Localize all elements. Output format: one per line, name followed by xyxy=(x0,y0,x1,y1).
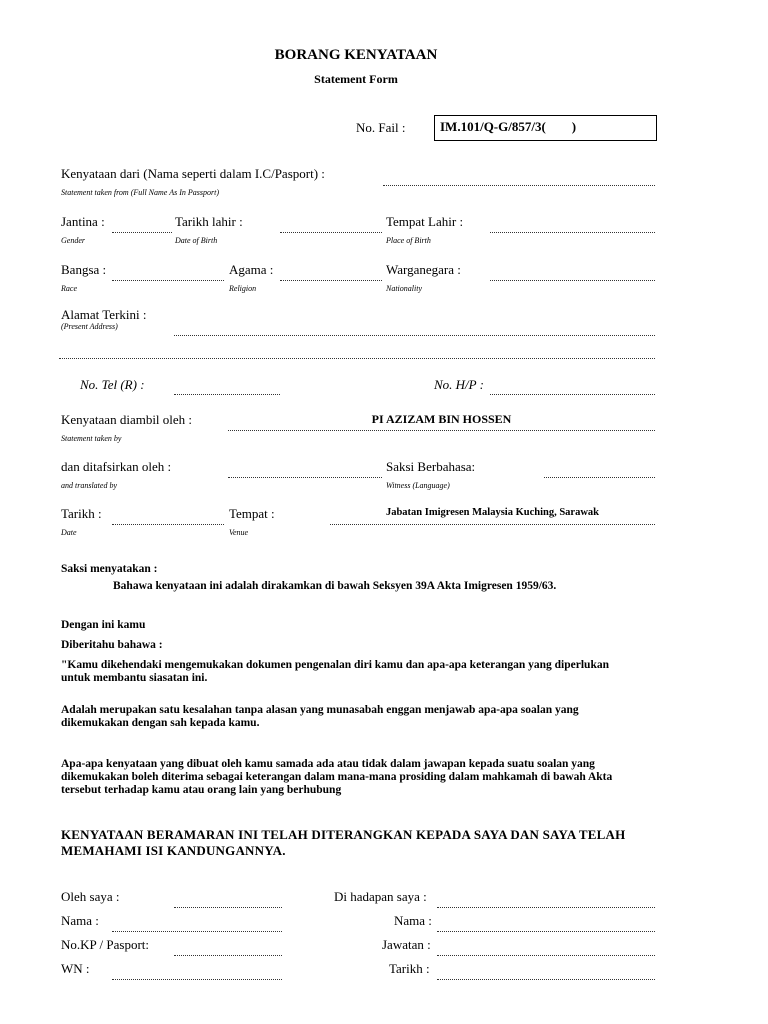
witness-lang-label: Saksi Berbahasa: xyxy=(386,459,476,474)
caution-paragraph-2: Adalah merupakan satu kesalahan tanpa alasan yang munasabah enggan menjawab apa-apa soalan yang dikemukakan dengan sah kepada kamu. xyxy=(61,704,579,729)
informed-text: Diberitahu bahawa : xyxy=(61,639,163,651)
officer-name-label: Nama : xyxy=(394,913,432,928)
officer-position-label: Jawatan : xyxy=(382,937,431,952)
signer-name-label: Nama : xyxy=(61,913,99,928)
taken-by-sub: Statement taken by xyxy=(61,434,122,443)
address-label: Alamat Terkini : xyxy=(61,307,147,322)
hp-field[interactable] xyxy=(490,394,655,395)
taken-by-value: PI AZIZAM BIN HOSSEN xyxy=(371,412,512,426)
address-sub: (Present Address) xyxy=(61,322,118,331)
dob-label: Tarikh lahir : xyxy=(175,214,243,229)
caution-paragraph-3: Apa-apa kenyataan yang dibuat oleh kamu samada ada atau tidak dalam jawapan kepada suatu soalan yang dikemukakan boleh diterima sebagai keterangan dalam mana-mana prosiding dalam mahkamah di bawah Akta tersebut terhadap kamu atau orang lain yang berhubung xyxy=(61,758,613,796)
translated-by-sub: and translated by xyxy=(61,481,117,490)
statement-from-field[interactable] xyxy=(383,185,655,186)
religion-field[interactable] xyxy=(280,280,382,281)
venue-field[interactable] xyxy=(330,524,655,525)
address-field-line-1[interactable] xyxy=(174,335,655,336)
gender-field[interactable] xyxy=(112,232,172,233)
date-label: Tarikh : xyxy=(61,506,102,521)
by-me-field[interactable] xyxy=(174,907,282,908)
gender-label: Jantina : xyxy=(61,214,105,229)
signer-ic-field[interactable] xyxy=(174,955,282,956)
file-number-value: IM.101/Q-G/857/3( ) xyxy=(440,119,577,134)
venue-label: Tempat : xyxy=(229,506,275,521)
address-field-line-2[interactable] xyxy=(59,358,655,359)
signer-wn-field[interactable] xyxy=(112,979,282,980)
pob-field[interactable] xyxy=(490,232,655,233)
religion-label: Agama : xyxy=(229,262,274,277)
nationality-field[interactable] xyxy=(490,280,655,281)
statement-from-sub: Statement taken from (Full Name As In Passport) xyxy=(61,188,219,197)
race-label: Bangsa : xyxy=(61,262,107,277)
form-title: BORANG KENYATAAN xyxy=(274,47,438,63)
date-field[interactable] xyxy=(112,524,224,525)
witness-lang-field[interactable] xyxy=(544,477,655,478)
venue-sub: Venue xyxy=(229,528,249,537)
before-me-field[interactable] xyxy=(437,907,655,908)
before-me-label: Di hadapan saya : xyxy=(334,889,427,904)
race-field[interactable] xyxy=(112,280,224,281)
signer-ic-label: No.KP / Pasport: xyxy=(61,937,149,952)
dob-field[interactable] xyxy=(280,232,382,233)
tel-label: No. Tel (R) : xyxy=(80,377,145,392)
translated-by-field[interactable] xyxy=(228,477,382,478)
signer-wn-label: WN : xyxy=(61,961,90,976)
pob-label: Tempat Lahir : xyxy=(386,214,464,229)
officer-position-field[interactable] xyxy=(437,955,655,956)
hp-label: No. H/P : xyxy=(434,377,484,392)
taken-by-field[interactable] xyxy=(228,430,655,431)
date-sub: Date xyxy=(61,528,77,537)
tel-field[interactable] xyxy=(174,394,280,395)
file-number-label: No. Fail : xyxy=(356,120,406,135)
gender-sub: Gender xyxy=(61,236,85,245)
witness-lang-sub: Witness (Language) xyxy=(386,481,450,490)
officer-date-label: Tarikh : xyxy=(389,961,430,976)
caution-paragraph-1: "Kamu dikehendaki mengemukakan dokumen pengenalan diri kamu dan apa-apa keterangan yang diperlukan untuk membantu siasatan ini. xyxy=(61,659,609,684)
officer-date-field[interactable] xyxy=(437,979,655,980)
pob-sub: Place of Birth xyxy=(386,236,431,245)
religion-sub: Religion xyxy=(229,284,257,293)
officer-name-field[interactable] xyxy=(437,931,655,932)
witness-states: Saksi menyatakan : xyxy=(61,563,158,575)
race-sub: Race xyxy=(61,284,77,293)
declaration-text: KENYATAAN BERAMARAN INI TELAH DITERANGKAN KEPADA SAYA DAN SAYA TELAH MEMAHAMI ISI KANDUNGANNYA. xyxy=(61,827,626,858)
hereby-text: Dengan ini kamu xyxy=(61,619,146,631)
venue-value: Jabatan Imigresen Malaysia Kuching, Sarawak xyxy=(385,507,600,518)
nationality-label: Warganegara : xyxy=(386,262,461,277)
form-subtitle: Statement Form xyxy=(314,72,398,86)
dob-sub: Date of Birth xyxy=(175,236,218,245)
recorded-under: Bahawa kenyataan ini adalah dirakamkan di bawah Seksyen 39A Akta Imigresen 1959/63. xyxy=(113,580,557,592)
signer-name-field[interactable] xyxy=(112,931,282,932)
by-me-label: Oleh saya : xyxy=(61,889,120,904)
statement-from-label: Kenyataan dari (Nama seperti dalam I.C/Pasport) : xyxy=(61,166,325,181)
nationality-sub: Nationality xyxy=(386,284,422,293)
translated-by-label: dan ditafsirkan oleh : xyxy=(61,459,172,474)
taken-by-label: Kenyataan diambil oleh : xyxy=(61,412,193,427)
